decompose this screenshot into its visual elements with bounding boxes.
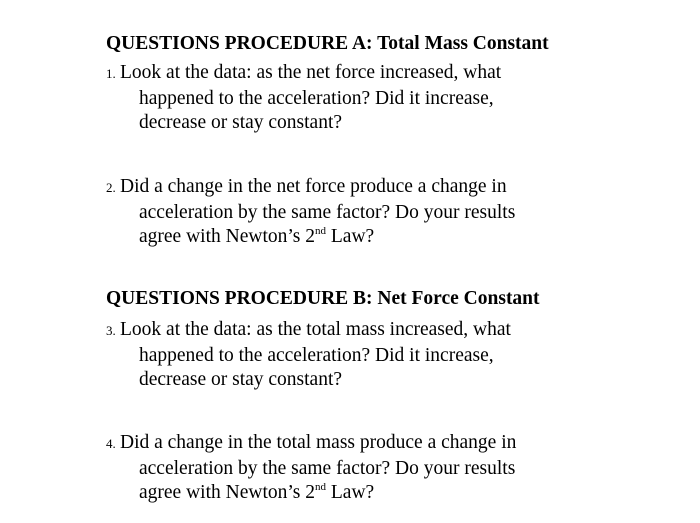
question-2-line-3 <box>106 225 586 250</box>
question-2-line-2: acceleration by the same factor? Do your results <box>139 201 516 223</box>
question-3-line-3: decrease or stay constant? <box>139 369 343 390</box>
question-1 <box>106 61 586 136</box>
section-a-heading: QUESTIONS PROCEDURE A: Total Mass Constant <box>106 33 549 54</box>
question-1-line-3: decrease or stay constant? <box>139 112 343 133</box>
question-2-ordinal-sup: nd <box>315 225 326 237</box>
question-4 <box>106 431 586 506</box>
question-4-line-1 <box>106 431 586 457</box>
question-2-line-1 <box>106 175 586 201</box>
question-4-line-3 <box>106 481 586 506</box>
question-3-text-1: Look at the data: as the total mass increased, what <box>120 319 511 340</box>
question-4-line-3-pre: agree with Newton’s 2 <box>139 482 315 503</box>
question-3-line-1 <box>106 318 586 344</box>
question-1-line-2: happened to the acceleration? Did it increase, <box>139 87 494 109</box>
question-3-number: 3. <box>106 323 116 338</box>
question-4-text-1: Did a change in the total mass produce a change in <box>120 432 517 453</box>
question-4-number: 4. <box>106 436 116 451</box>
question-2-line-3-pre: agree with Newton’s 2 <box>139 226 315 247</box>
question-1-text-1: Look at the data: as the net force increased, what <box>120 62 502 83</box>
question-3-line-2: happened to the acceleration? Did it increase, <box>139 344 494 366</box>
question-1-number: 1. <box>106 66 116 81</box>
question-1-line-1 <box>106 61 586 87</box>
question-2-line-3-post: Law? <box>326 226 375 247</box>
section-b-heading: QUESTIONS PROCEDURE B: Net Force Constant <box>106 288 540 309</box>
question-2 <box>106 175 586 250</box>
question-4-line-3-post: Law? <box>326 482 375 503</box>
question-2-number: 2. <box>106 180 116 195</box>
question-4-line-2: acceleration by the same factor? Do your results <box>139 457 516 479</box>
question-3 <box>106 318 586 393</box>
question-2-text-1: Did a change in the net force produce a change in <box>120 176 507 197</box>
question-4-ordinal-sup: nd <box>315 481 326 493</box>
